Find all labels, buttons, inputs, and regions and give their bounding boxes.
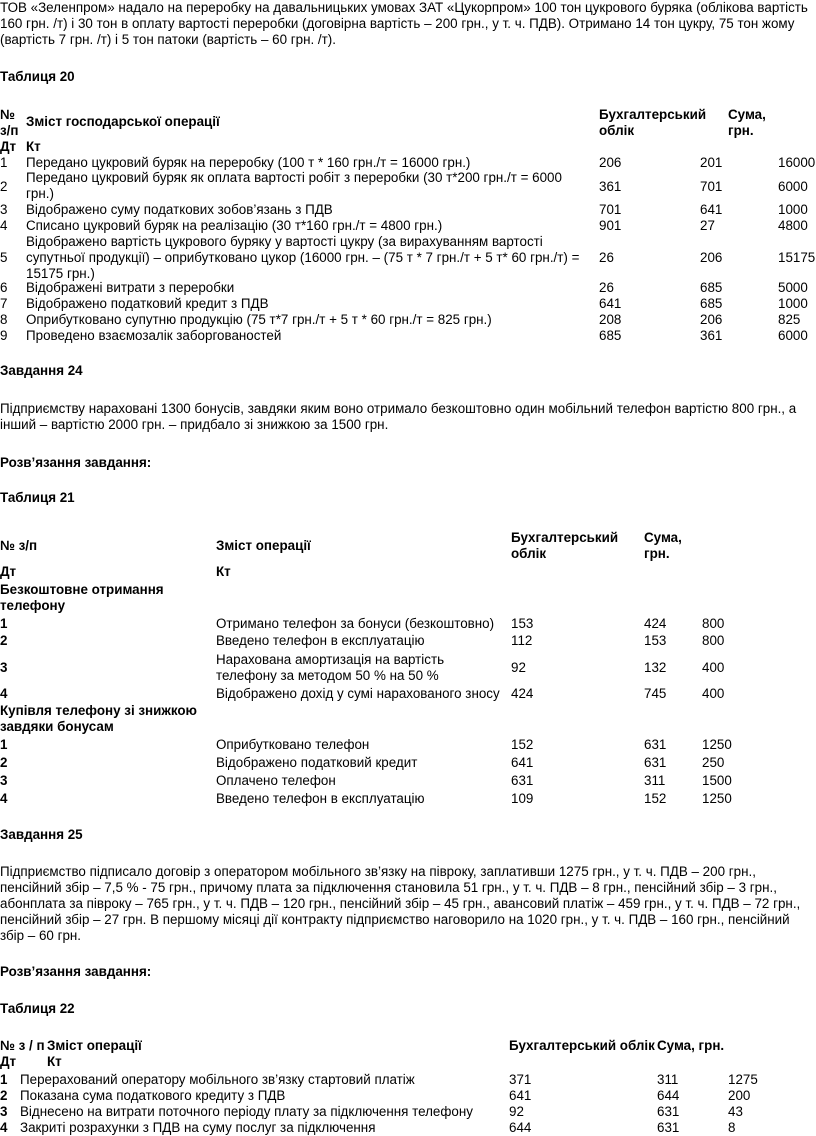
- t22-row-credit: 631: [657, 1120, 680, 1135]
- t20-row-number: 3: [0, 202, 8, 217]
- t20-row-sum: 16000: [778, 155, 816, 170]
- t21-row-credit: 152: [644, 791, 667, 806]
- t20-row-content: Відображено податковий кредит з ПДВ: [26, 296, 269, 311]
- t22-row-sum: 8: [728, 1120, 736, 1135]
- t20-row-sum: 825: [778, 312, 801, 327]
- t21-row-sum: 250: [702, 755, 725, 770]
- t21-row-debit: 424: [511, 686, 534, 701]
- t22-row-debit: 641: [509, 1088, 532, 1103]
- t21-header-accounting: Бухгалтерський облік: [511, 530, 619, 561]
- t20-row-content: Відображено вартість цукрового буряку у вартості цукру (за вирахуванням вартості супутньої продукції) – оприбутковано цукор (16000 грн. – (75 т * 7 грн./т + 5 т* 60 грн./т) = 15175 грн.): [26, 234, 580, 281]
- t21-row-number: 4: [0, 686, 8, 701]
- t22-header-accounting: Бухгалтерський облік: [509, 1038, 655, 1053]
- t21-row-sum: 400: [702, 686, 725, 701]
- t20-header-content: Зміст господарської операції: [26, 114, 220, 129]
- t21-row-debit: 152: [511, 737, 534, 752]
- t20-row-debit: 208: [599, 312, 622, 327]
- t22-row-content: Показана сума податкового кредиту з ПДВ: [20, 1088, 286, 1103]
- t21-row-sum: 1250: [702, 737, 732, 752]
- t22-header-sum: Сума, грн.: [657, 1038, 725, 1053]
- t21-header-dt: Дт: [0, 564, 17, 579]
- t21-row-number: 1: [0, 737, 8, 752]
- t21-row-sum: 400: [702, 660, 725, 675]
- t21-header-sum: Сума, грн.: [644, 530, 682, 561]
- t21-row-sum: 800: [702, 616, 725, 631]
- t22-row-credit: 631: [657, 1104, 680, 1119]
- t22-row-number: 4: [0, 1120, 8, 1135]
- t20-row-debit: 685: [599, 328, 622, 343]
- t21-row-content: Нарахована амортизація на вартість телефону за методом 50 % на 50 %: [216, 652, 445, 683]
- t21-row-credit: 631: [644, 737, 667, 752]
- task-25-solution-heading: Розв’язання завдання:: [0, 964, 152, 979]
- t21-row-debit: 109: [511, 791, 534, 806]
- t20-row-credit: 206: [700, 312, 723, 327]
- t20-row-content: Оприбутковано супутню продукцію (75 т*7 грн./т + 5 т * 60 грн./т = 825 грн.): [26, 312, 492, 327]
- t21-row-debit: 112: [511, 633, 533, 648]
- t21-row-sum: 1500: [702, 773, 732, 788]
- t21-row-content: Отримано телефон за бонуси (безкоштовно): [216, 616, 495, 631]
- t20-row-sum: 1000: [778, 296, 808, 311]
- t21-row-number: 1: [0, 616, 8, 631]
- t21-row-debit: 641: [511, 755, 534, 770]
- t21-row-number: 3: [0, 660, 8, 675]
- t20-row-debit: 206: [599, 155, 622, 170]
- t21-row-content: Введено телефон в експлуатацію: [216, 633, 425, 648]
- t21-section-discount-phone: Купівля телефону зі знижкою завдяки бонусам: [0, 703, 197, 734]
- t21-section-free-phone: Безкоштовне отримання телефону: [0, 582, 164, 613]
- t21-row-debit: 153: [511, 616, 534, 631]
- t20-row-credit: 201: [700, 155, 723, 170]
- task-25-text: Підприємство підписало договір з оператором мобільного зв’язку на півроку, заплативши 1275 грн., у т. ч. ПДВ – 200 грн., пенсійний збір – 7,5 % - 75 грн., причому плата за підключення становила 51 грн., у т. ч. ПДВ – 8 грн., пенсійний збір – 3 грн., абонплата за півроку – 765 грн., у т. ч. ПДВ – 120 грн., пенсійний збір – 45 грн., авансовий платіж – 459 грн., у т. ч. ПДВ – 72 грн., пенсійний збір – 27 грн. В першому місяці дії контракту підприємство наговорило на 1020 грн., у т. ч. ПДВ – 160 грн., пенсійний збір – 60 грн.: [0, 864, 801, 943]
- t20-row-content: Відображено суму податкових зобов’язань з ПДВ: [26, 202, 333, 217]
- table-22-title: Таблиця 22: [0, 1001, 75, 1016]
- table-20-title: Таблиця 20: [0, 69, 75, 84]
- t20-row-debit: 26: [599, 250, 614, 265]
- t20-row-number: 6: [0, 280, 8, 295]
- t20-row-credit: 206: [700, 250, 723, 265]
- t21-row-content: Оприбутковано телефон: [216, 737, 370, 752]
- t22-row-debit: 644: [509, 1120, 532, 1135]
- task-25-title: Завдання 25: [0, 827, 83, 842]
- t20-row-content: Передано цукровий буряк на переробку (100 т * 160 грн./т = 16000 грн.): [26, 155, 471, 170]
- t22-row-number: 2: [0, 1088, 8, 1103]
- t20-row-credit: 701: [700, 179, 723, 194]
- t20-row-number: 9: [0, 328, 8, 343]
- t21-row-credit: 745: [644, 686, 667, 701]
- t20-row-debit: 361: [599, 179, 622, 194]
- t20-row-sum: 1000: [778, 202, 808, 217]
- t20-row-number: 7: [0, 296, 8, 311]
- t21-row-credit: 153: [644, 633, 667, 648]
- t22-row-sum: 1275: [728, 1072, 758, 1087]
- t21-row-content: Відображено дохід у сумі нарахованого зносу: [216, 686, 500, 701]
- t21-row-debit: 92: [511, 660, 526, 675]
- t20-row-number: 8: [0, 312, 8, 327]
- intro-paragraph: ТОВ «Зеленпром» надало на переробку на давальницьких умовах ЗАТ «Цукорпром» 100 тон цукрового буряка (облікова вартість 160 грн. /т) і 30 тон в оплату вартості переробки (договірна вартість – 200 грн., у т. ч. ПДВ). Отримано 14 тон цукру, 75 тон жому (вартість 7 грн. /т) і 5 тон патоки (вартість – 60 грн. /т).: [0, 0, 808, 47]
- t21-header-content: Зміст операції: [216, 538, 311, 553]
- t22-header-content: Зміст операції: [47, 1038, 142, 1053]
- t20-header-dt: Дт: [0, 139, 17, 154]
- t21-header-kt: Кт: [216, 564, 231, 579]
- t20-header-sum: Сума, грн.: [728, 107, 766, 138]
- t22-row-debit: 92: [509, 1104, 524, 1119]
- t22-row-sum: 43: [728, 1104, 743, 1119]
- t20-row-debit: 641: [599, 296, 622, 311]
- t20-row-debit: 26: [599, 280, 614, 295]
- t20-row-sum: 15175: [778, 250, 816, 265]
- t21-row-number: 2: [0, 633, 8, 648]
- t20-row-sum: 5000: [778, 280, 808, 295]
- table-21-title: Таблиця 21: [0, 490, 75, 505]
- t20-row-number: 2: [0, 179, 8, 194]
- t21-row-debit: 631: [511, 773, 534, 788]
- t22-header-dt: Дт: [0, 1054, 17, 1069]
- t21-row-credit: 311: [644, 773, 666, 788]
- task-24-text: Підприємству нараховані 1300 бонусів, завдяки яким воно отримало безкоштовно один мобільний телефон вартістю 800 грн., а інший – вартістю 2000 грн. – придбало зі знижкою за 1500 грн.: [0, 401, 797, 432]
- task-24-title: Завдання 24: [0, 363, 83, 378]
- t21-row-content: Відображено податковий кредит: [216, 755, 418, 770]
- t22-row-debit: 371: [509, 1072, 532, 1087]
- t20-row-sum: 6000: [778, 328, 808, 343]
- t22-row-number: 3: [0, 1104, 8, 1119]
- t21-row-sum: 1250: [702, 791, 732, 806]
- t20-row-content: Проведено взаємозалік заборгованостей: [26, 328, 282, 343]
- t22-header-kt: Кт: [47, 1054, 62, 1069]
- t21-row-number: 2: [0, 755, 8, 770]
- t20-row-credit: 685: [700, 280, 723, 295]
- t20-header-kt: Кт: [26, 139, 41, 154]
- t22-row-content: Перерахований оператору мобільного зв’язку стартовий платіж: [20, 1072, 415, 1087]
- t20-header-number: № з/п: [0, 107, 19, 138]
- t20-row-number: 1: [0, 155, 8, 170]
- t20-row-credit: 685: [700, 296, 723, 311]
- t22-header-number: № з / п: [0, 1038, 45, 1053]
- t22-row-credit: 644: [657, 1088, 680, 1103]
- t20-row-number: 4: [0, 218, 8, 233]
- t20-row-content: Передано цукровий буряк як оплата вартості робіт з переробки (30 т*200 грн./т = 6000 грн.): [26, 170, 562, 201]
- t21-row-number: 4: [0, 791, 8, 806]
- t20-row-sum: 6000: [778, 179, 808, 194]
- t20-row-debit: 701: [599, 202, 622, 217]
- t22-row-content: Віднесено на витрати поточного періоду плату за підключення телефону: [20, 1104, 473, 1119]
- t20-row-number: 5: [0, 250, 8, 265]
- t21-row-credit: 631: [644, 755, 667, 770]
- t20-row-debit: 901: [599, 218, 622, 233]
- t20-header-accounting: Бухгалтерський облік: [599, 107, 707, 138]
- t20-row-credit: 27: [700, 218, 715, 233]
- t21-header-number: № з/п: [0, 538, 38, 553]
- t20-row-content: Списано цукровий буряк на реалізацію (30 т*160 грн./т = 4800 грн.): [26, 218, 443, 233]
- t22-row-sum: 200: [728, 1088, 751, 1103]
- t20-row-sum: 4800: [778, 218, 808, 233]
- t21-row-content: Введено телефон в експлуатацію: [216, 791, 425, 806]
- t21-row-credit: 424: [644, 616, 667, 631]
- t21-row-number: 3: [0, 773, 8, 788]
- t20-row-credit: 361: [700, 328, 723, 343]
- t22-row-content: Закриті розрахунки з ПДВ на суму послуг за підключення: [20, 1120, 376, 1135]
- t21-row-content: Оплачено телефон: [216, 773, 336, 788]
- task-24-solution-heading: Розв’язання завдання:: [0, 455, 152, 470]
- t20-row-credit: 641: [700, 202, 723, 217]
- t20-row-content: Відображені витрати з переробки: [26, 280, 235, 295]
- t21-row-credit: 132: [644, 660, 667, 675]
- t22-row-credit: 311: [657, 1072, 679, 1087]
- t21-row-sum: 800: [702, 633, 725, 648]
- t22-row-number: 1: [0, 1072, 8, 1087]
